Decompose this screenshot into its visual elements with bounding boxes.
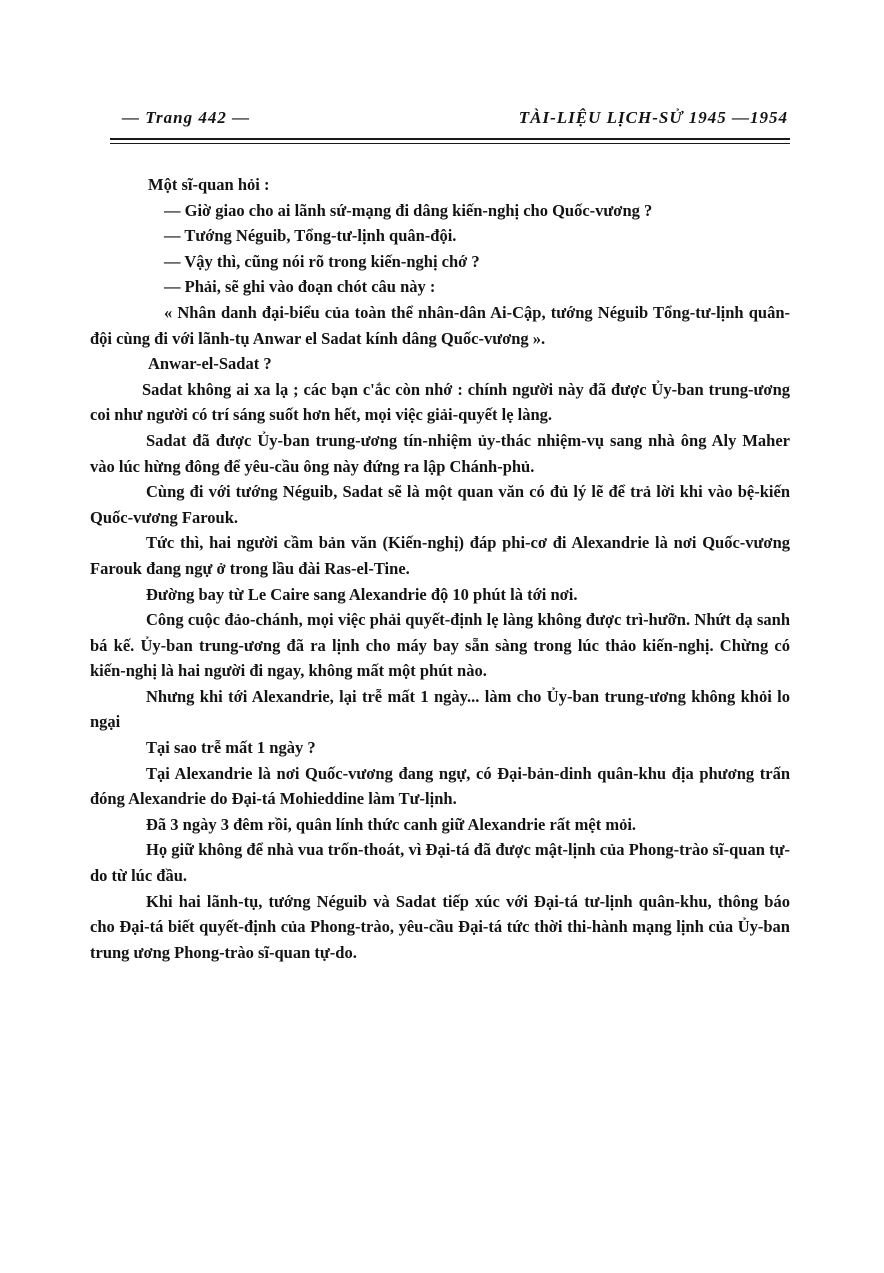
paragraph: Đã 3 ngày 3 đêm rồi, quân lính thức canh giữ Alexandrie rất mệt mỏi. [146,814,637,834]
paragraph: Sadat không ai xa lạ ; các bạn c'ắc còn nhớ : chính người này đã được Ủy-ban trung-ương coi như người có trí sáng suốt hơn hết, mọi việc giải-quyết lẹ làng. [90,379,790,425]
paragraph: Đường bay từ Le Caire sang Alexandrie độ 10 phút là tới nơi. [146,584,578,604]
paragraph: — Giờ giao cho ai lãnh sứ-mạng đi dâng kiến-nghị cho Quốc-vương ? [164,200,653,220]
paragraph: « Nhân danh đại-biểu của toàn thể nhân-dân Ai-Cập, tướng Néguib Tổng-tư-lịnh quân-đội cùng đi với lãnh-tụ Anwar el Sadat kính dâng Quốc-vương ». [90,302,790,348]
paragraph: Tại sao trễ mất 1 ngày ? [146,738,316,758]
paragraph: Tức thì, hai người cầm bản văn (Kiến-nghị) đáp phi-cơ đi Alexandrie là nơi Quốc-vương Farouk đang ngự ở trong lầu đài Ras-el-Tine. [90,533,790,578]
paragraph: Tại Alexandrie là nơi Quốc-vương đang ngự, có Đại-bản-dinh quân-khu địa phương trấn đóng Alexandrie do Đại-tá Mohieddine làm Tư-lịnh. [90,763,790,809]
paragraph: Một sĩ-quan hỏi : [148,175,270,194]
page-number: — Trang 442 — [122,108,251,127]
body-text [90,172,790,965]
paragraph: Khi hai lãnh-tụ, tướng Néguib và Sadat tiếp xúc với Đại-tá tư-lịnh quân-khu, thông báo cho Đại-tá biết quyết-định của Phong-trào, yêu-cầu Đại-tá tức thời thi-hành mạng lịnh của Ủy-ban trung ương Phong-trào sĩ-quan tự-do. [90,891,790,962]
header-rule-thin [110,143,790,144]
paragraph: Anwar-el-Sadat ? [148,354,272,374]
paragraph: — Phải, sẽ ghi vào đoạn chót câu này : [164,277,436,297]
header-rule-thick [110,138,790,140]
page-header [118,104,788,134]
running-title: TÀI-LIỆU LỊCH-SỬ 1945 —1954 [518,108,788,127]
paragraph: Nhưng khi tới Alexandrie, lại trễ mất 1 ngày... làm cho Ủy-ban trung-ương không khỏi lo ngại [90,686,790,732]
paragraph: — Vậy thì, cũng nói rõ trong kiến-nghị chớ ? [164,251,480,271]
paragraph: Họ giữ không để nhà vua trốn-thoát, vì Đại-tá đã được mật-lịnh của Phong-trào sĩ-quan tự-do từ lúc đầu. [90,840,790,886]
paragraph: Công cuộc đảo-chánh, mọi việc phải quyết-định lẹ làng không được trì-hưỡn. Nhứt dạ sanh bá kế. Ủy-ban trung-ương đã ra lịnh cho máy bay sẵn sàng trong lúc thảo kiến-nghị. Chừng có kiến-nghị là hai người đi ngay, không mất một phút nào. [90,610,790,681]
paragraph: Sadat đã được Ủy-ban trung-ương tín-nhiệm ủy-thác nhiệm-vụ sang nhà ông Aly Maher vào lúc hừng đông để yêu-cầu ông này đứng ra lập Chánh-phủ. [90,430,790,476]
paragraph: — Tướng Néguib, Tổng-tư-lịnh quân-đội. [164,226,457,246]
paragraph: Cùng đi với tướng Néguib, Sadat sẽ là một quan văn có đủ lý lẽ để trả lời khi vào bệ-kiến Quốc-vương Farouk. [90,482,790,527]
